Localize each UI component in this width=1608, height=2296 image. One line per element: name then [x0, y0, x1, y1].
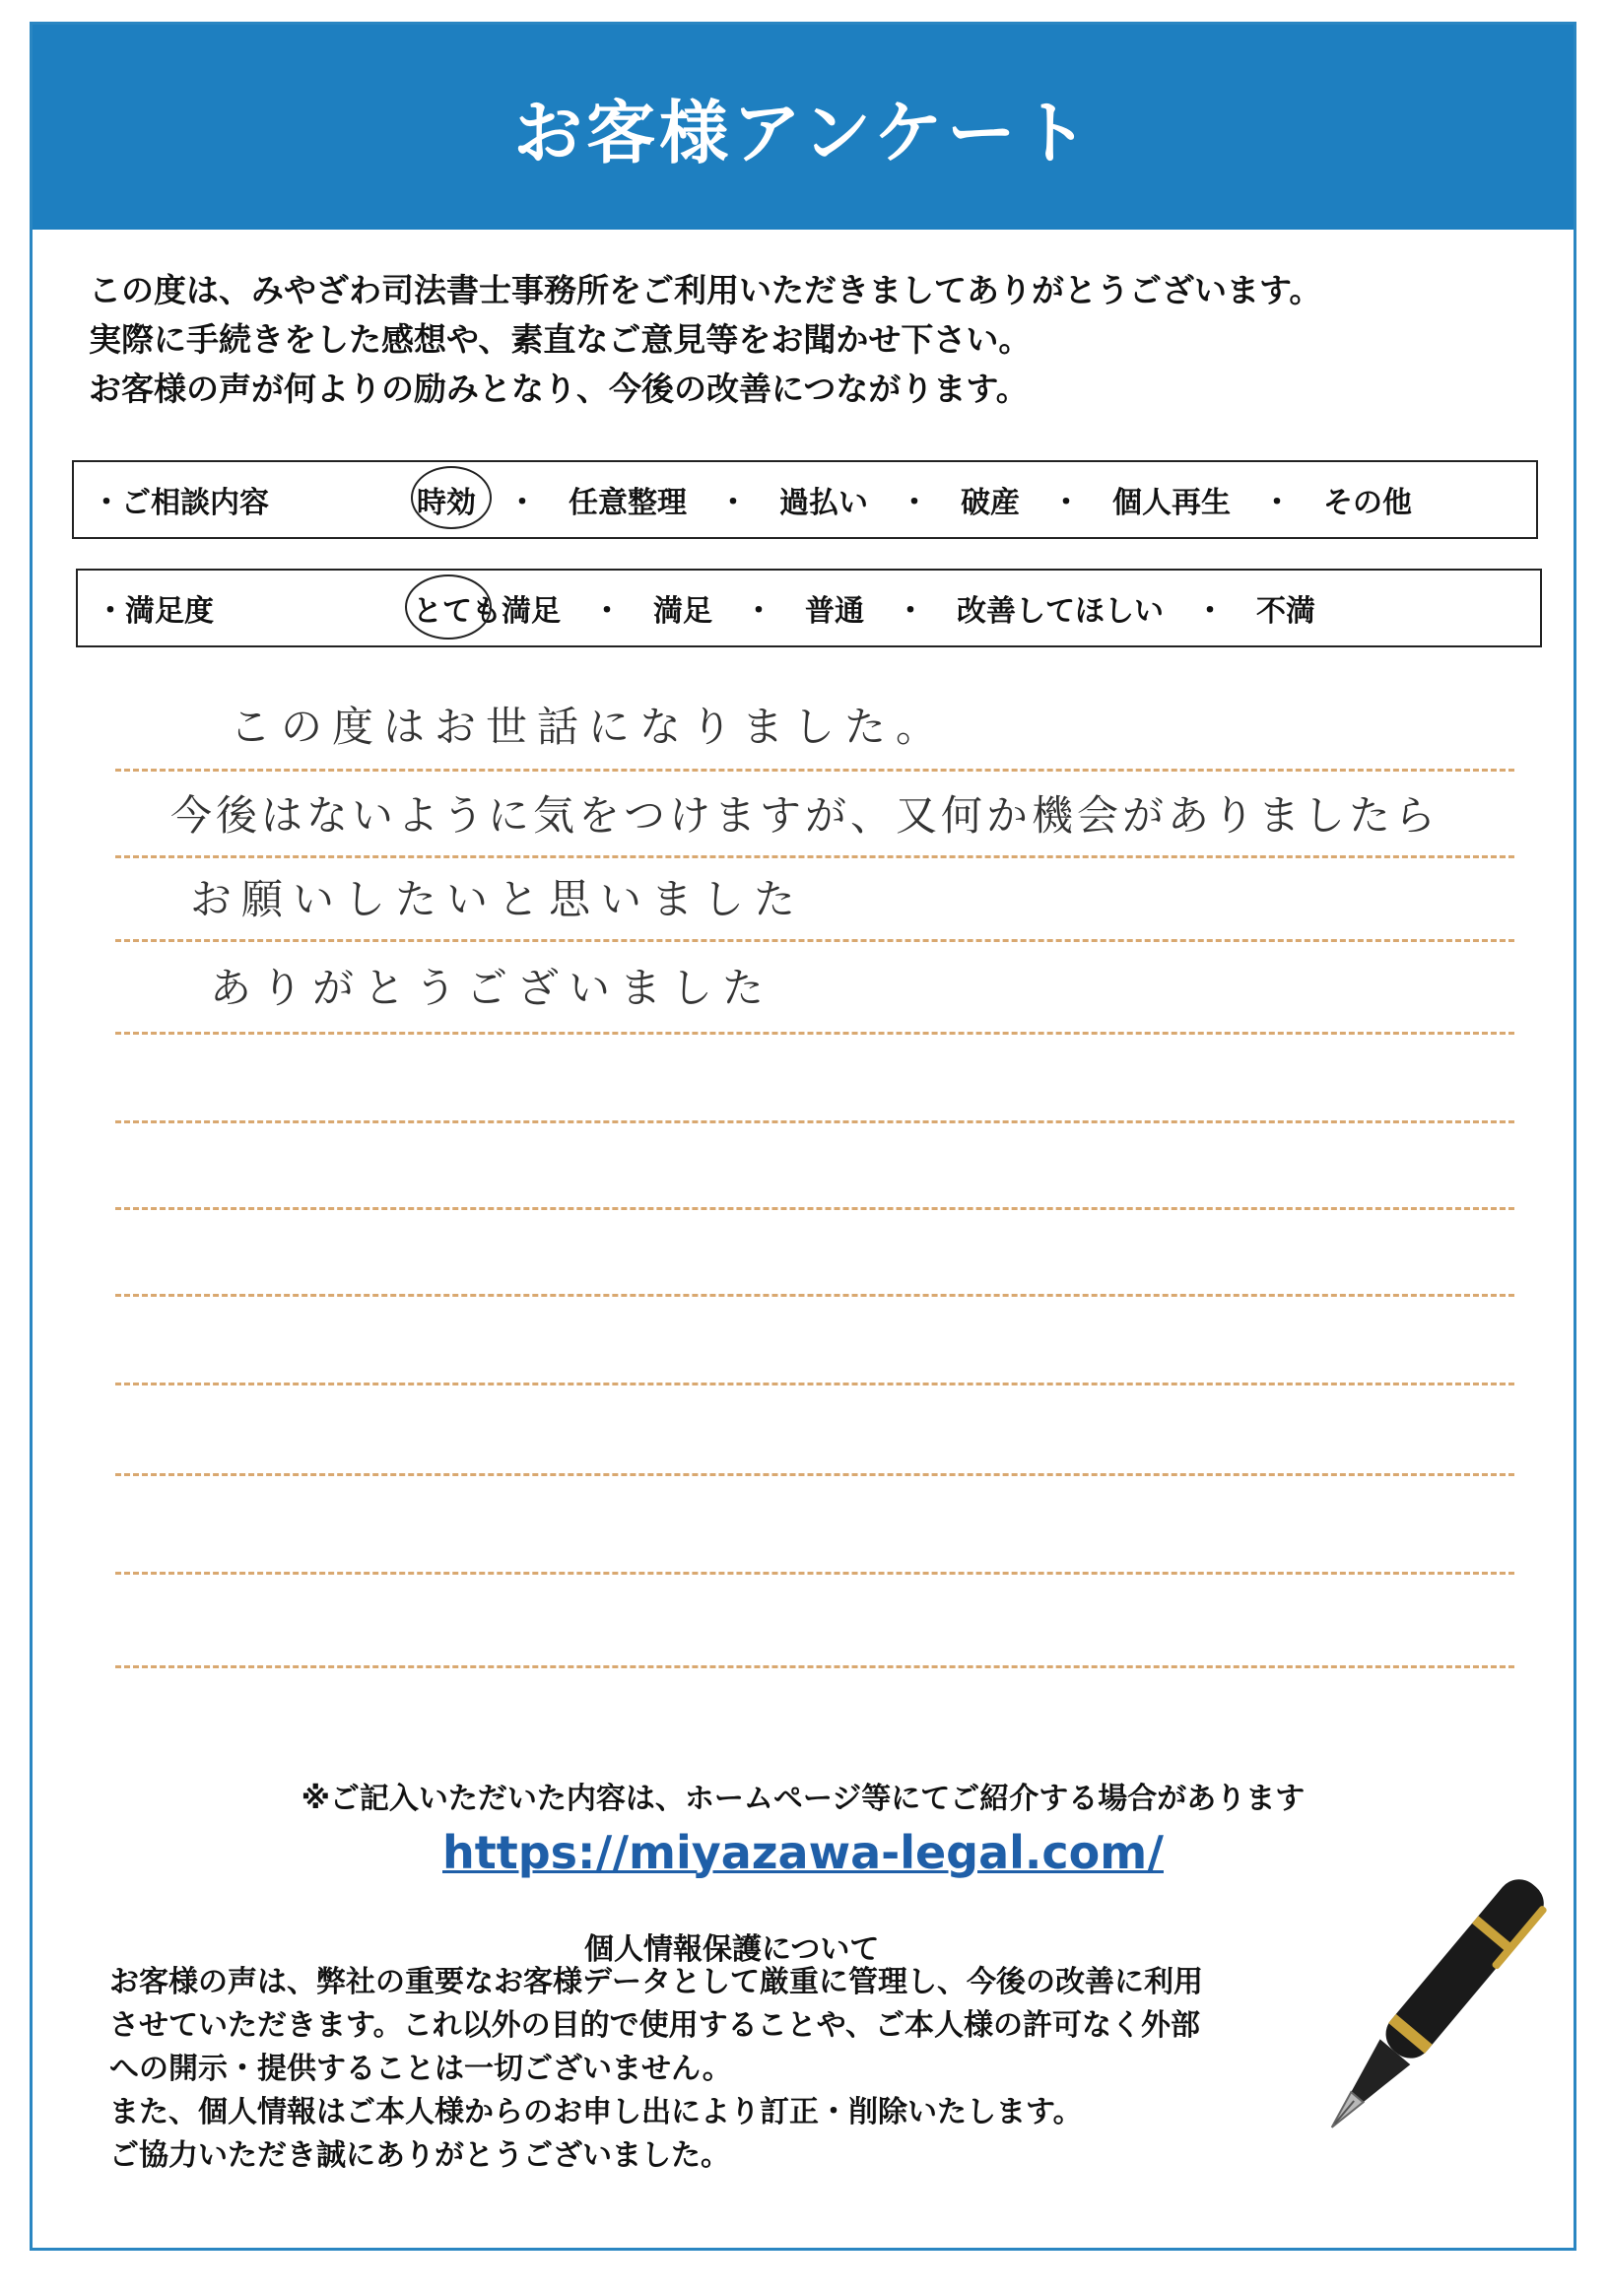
privacy-line: への開示・提供することは一切ございません。: [109, 2052, 732, 2086]
ruled-line: [115, 1120, 1514, 1123]
privacy-line: また、個人情報はご本人様からのお申し出により訂正・削除いたします。: [109, 2095, 1083, 2129]
option-separator: ・: [1195, 594, 1225, 629]
option-separator: ・: [744, 594, 773, 629]
ruled-line: [115, 855, 1514, 858]
consultation-option-hasan[interactable]: 破産: [961, 486, 1020, 520]
privacy-line: させていただきます。これ以外の目的で使用することや、ご本人様の許可なく外部: [109, 2008, 1200, 2043]
consultation-label: ・ご相談内容: [92, 486, 269, 520]
ruled-line: [115, 1207, 1514, 1210]
intro-text: [89, 266, 1321, 414]
option-separator: ・: [1262, 486, 1292, 520]
privacy-heading: 個人情報保護について: [584, 1932, 880, 1967]
ruled-line: [115, 1383, 1514, 1385]
satisfaction-options: [413, 586, 1315, 630]
ruled-line: [115, 939, 1514, 942]
ruled-line: [115, 1032, 1514, 1035]
website-link[interactable]: https://miyazawa-legal.com/: [442, 1826, 1164, 1879]
option-separator: ・: [718, 486, 748, 520]
intro-line: この度は、みやざわ司法書士事務所をご利用いただきましてありがとうございます。: [89, 271, 1322, 309]
satisfaction-option-dissatisfied[interactable]: 不満: [1256, 594, 1315, 629]
publication-notice: ※ご記入いただいた内容は、ホームページ等にてご紹介する場合があります: [301, 1782, 1306, 1816]
comment-line: 今後はないように気をつけますが、又何か機会がありましたら: [170, 791, 1440, 840]
ruled-line: [115, 1572, 1514, 1575]
satisfaction-label: ・満足度: [96, 594, 214, 629]
survey-sheet: [30, 22, 1576, 2251]
satisfaction-field: [76, 569, 1542, 647]
page-title: お客様アンケート: [513, 92, 1093, 173]
ruled-line: [115, 1294, 1514, 1297]
intro-line: 実際に手続きをした感想や、素直なご意見等をお聞かせ下さい。: [89, 320, 1032, 359]
comment-line: この度はお世話になりました。: [230, 703, 948, 751]
ruled-line: [115, 1665, 1514, 1668]
privacy-line: お客様の声は、弊社の重要なお客様データとして厳重に管理し、今後の改善に利用: [109, 1965, 1203, 1999]
option-separator: ・: [1051, 486, 1081, 520]
comment-line: ありがとうございました: [210, 964, 774, 1012]
option-separator: ・: [896, 594, 925, 629]
comment-line: お願いしたいと思いました: [190, 875, 806, 923]
ruled-line: [115, 1473, 1514, 1476]
satisfaction-option-very[interactable]: [413, 586, 561, 630]
consultation-option-other[interactable]: その他: [1323, 486, 1412, 520]
privacy-text: [109, 1961, 1203, 2178]
consultation-options: [417, 478, 1412, 521]
consultation-field: [72, 460, 1538, 539]
option-separator: ・: [900, 486, 929, 520]
option-label: 時効: [417, 486, 476, 520]
consultation-option-nini[interactable]: 任意整理: [569, 486, 687, 520]
intro-line: お客様の声が何よりの励みとなり、今後の改善につながります。: [89, 370, 1029, 408]
satisfaction-option-satisfied[interactable]: 満足: [653, 594, 712, 629]
satisfaction-option-improve[interactable]: 改善してほしい: [957, 594, 1164, 629]
consultation-option-jikou[interactable]: [417, 478, 476, 521]
consultation-option-kojin-saisei[interactable]: 個人再生: [1112, 486, 1231, 520]
option-label: とても満足: [413, 594, 561, 629]
ruled-line: [115, 769, 1514, 772]
option-separator: ・: [507, 486, 537, 520]
fountain-pen-icon: [1304, 1838, 1560, 2173]
privacy-line: ご協力いただき誠にありがとうございました。: [109, 2138, 730, 2173]
header-banner: [33, 25, 1574, 230]
consultation-option-kabarai[interactable]: 過払い: [779, 486, 868, 520]
option-separator: ・: [592, 594, 622, 629]
satisfaction-option-normal[interactable]: 普通: [805, 594, 864, 629]
